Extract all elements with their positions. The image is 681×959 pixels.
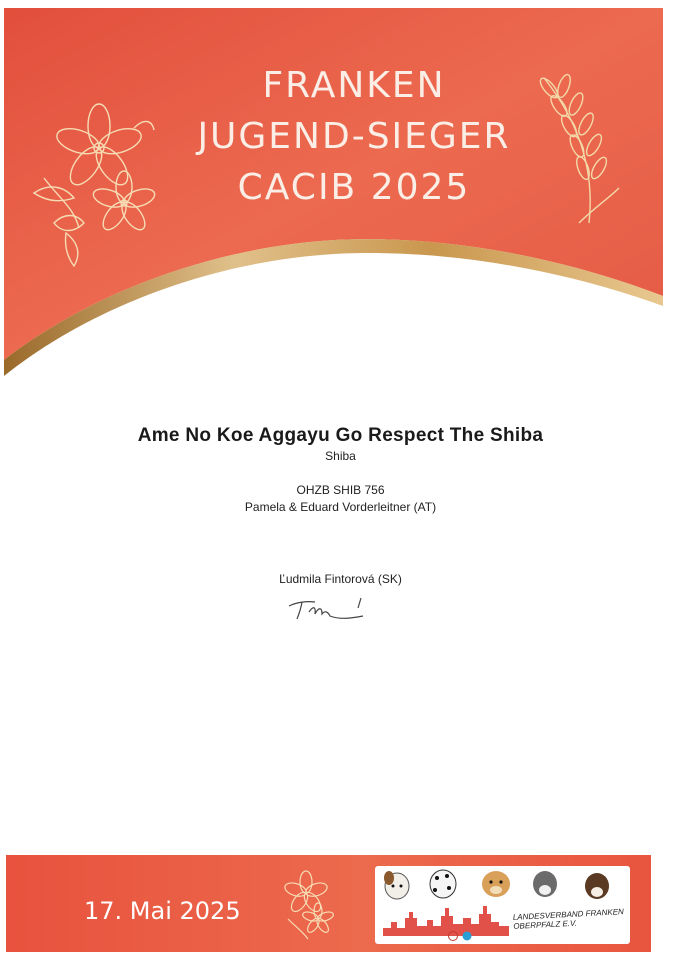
dog-name: Ame No Koe Aggayu Go Respect The Shiba	[137, 425, 544, 446]
dogs-and-skyline-logo-icon	[375, 866, 630, 944]
title-line-1: FRANKEN	[262, 65, 446, 106]
certificate-body	[0, 425, 681, 514]
registration-number: OHZB SHIB 756	[296, 483, 385, 497]
breed: Shiba	[325, 449, 356, 463]
header-banner	[4, 8, 663, 388]
dog-icon	[585, 873, 609, 899]
dog-icon	[430, 870, 456, 898]
signature	[285, 592, 375, 626]
judge-name: Ľudmila Fintorová (SK)	[279, 572, 402, 586]
club-name: LANDESVERBAND FRANKEN OBERPFALZ E.V.	[512, 907, 625, 931]
flower-icon	[278, 869, 348, 941]
dog-icon	[533, 871, 557, 897]
club-logo	[375, 866, 630, 944]
dog-icon	[384, 871, 409, 899]
owners: Pamela & Eduard Vorderleitner (AT)	[244, 500, 437, 514]
footer-banner	[6, 855, 651, 952]
certificate-date: 17. Mai 2025	[84, 897, 241, 925]
title-line-2: JUGEND-SIEGER	[197, 116, 511, 157]
certificate-title	[124, 60, 584, 213]
title-line-3: CACIB 2025	[237, 167, 471, 208]
dog-icon	[482, 871, 510, 897]
